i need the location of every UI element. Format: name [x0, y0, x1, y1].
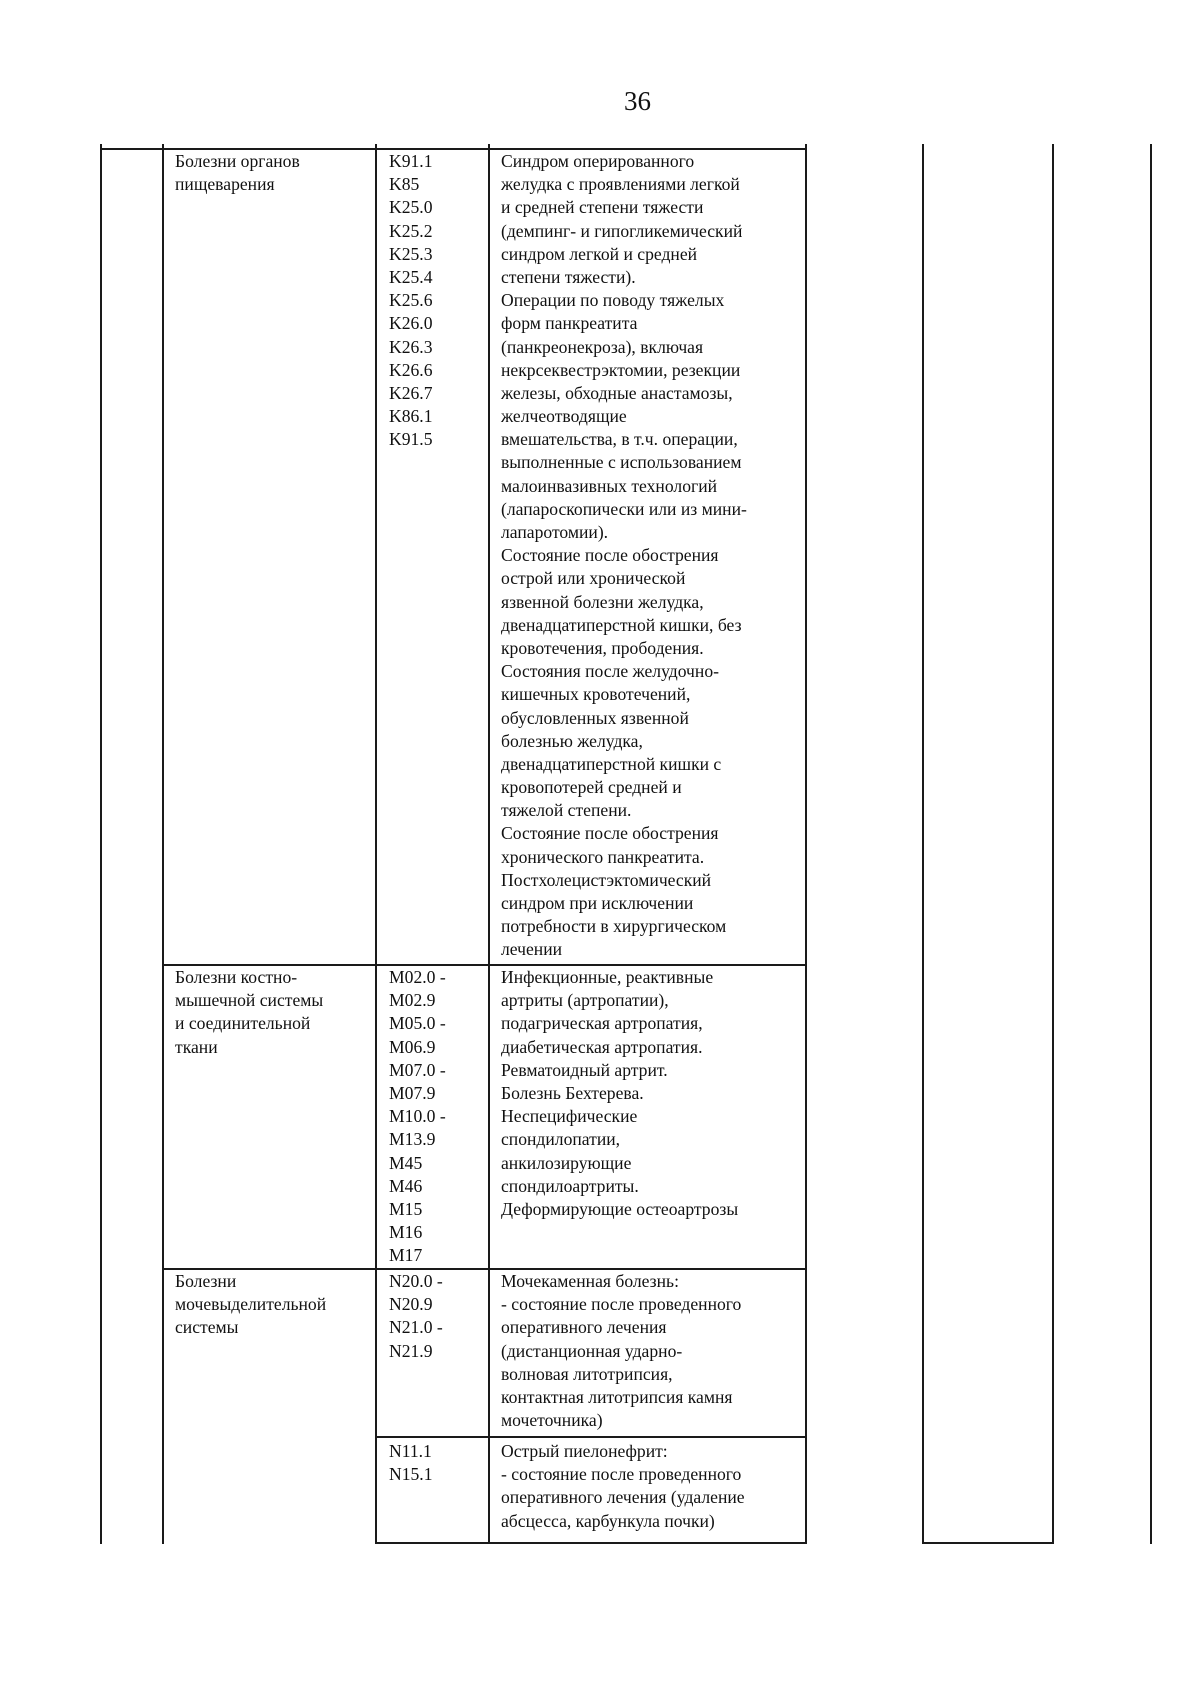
description-line: (панкреонекроза), включая [501, 336, 704, 357]
description-line: диабетическая артропатия. [501, 1036, 703, 1057]
description-line: (лапароскопически или из мини- [501, 498, 747, 519]
codes-line: K25.3 [389, 243, 433, 264]
description-line: хронического панкреатита. [501, 846, 705, 867]
description-line: некрсеквестрэктомии, резекции [501, 359, 741, 380]
group-cell [175, 966, 323, 1059]
codes-cell [389, 1270, 443, 1363]
description-line: волновая литотрипсия, [501, 1363, 673, 1384]
group-cell [175, 150, 300, 196]
grid-line [922, 144, 924, 1544]
description-line: Синдром оперированного [501, 151, 695, 171]
codes-line: N21.0 - [389, 1317, 443, 1338]
description-line: Состояния после желудочно- [501, 661, 719, 682]
grid-line [375, 1436, 807, 1438]
description-line: Состояние после обострения [501, 823, 719, 844]
description-line: Неспецифические [501, 1106, 638, 1127]
description-line: спондилоартриты. [501, 1175, 639, 1196]
group-line: мочевыделительной [175, 1294, 327, 1315]
grid-line [1052, 144, 1054, 1544]
codes-line: K26.0 [389, 313, 433, 334]
description-line: выполненные с использованием [501, 452, 742, 473]
codes-line: K26.7 [389, 382, 433, 403]
group-line: Болезни органов [175, 151, 300, 171]
grid-line [100, 144, 102, 1544]
codes-cell [389, 966, 446, 1267]
grid-line [488, 144, 490, 1544]
grid-line [805, 144, 807, 1544]
description-line: язвенной болезни желудка, [501, 591, 704, 612]
description-line: лечении [501, 939, 563, 960]
codes-line: N20.9 [389, 1294, 433, 1315]
codes-line: M45 [389, 1152, 423, 1173]
codes-line: M10.0 - [389, 1106, 446, 1127]
description-line: - состояние после проведенного [501, 1464, 742, 1485]
codes-line: K91.5 [389, 429, 433, 450]
description-line: острой или хронической [501, 568, 686, 589]
description-line: обусловленных язвенной [501, 707, 689, 728]
group-cell [175, 1270, 326, 1340]
codes-line: M13.9 [389, 1129, 436, 1150]
group-line: ткани [175, 1036, 218, 1057]
description-line: синдром при исключении [501, 893, 694, 913]
description-line: двенадцатиперстной кишки, без [501, 614, 742, 635]
description-line: лапаротомии). [501, 522, 609, 542]
description-cell [501, 1270, 741, 1432]
description-line: тяжелой степени. [501, 800, 632, 821]
description-line: Острый пиелонефрит: [501, 1441, 668, 1461]
codes-line: K26.3 [389, 336, 433, 357]
codes-line: M02.9 [389, 990, 436, 1011]
description-line: степени тяжести). [501, 266, 636, 287]
codes-line: N20.0 - [389, 1271, 443, 1291]
description-line: потребности в хирургическом [501, 916, 727, 937]
description-line: желчеотводящие [501, 406, 627, 427]
codes-line: N11.1 [389, 1441, 432, 1461]
description-cell [501, 150, 747, 962]
codes-line: K25.6 [389, 290, 433, 311]
codes-line: M16 [389, 1222, 423, 1243]
description-line: болезнью желудка, [501, 730, 643, 751]
description-line: Постхолецистэктомический [501, 869, 712, 890]
description-line: вмешательства, в т.ч. операции, [501, 429, 738, 450]
description-line: абсцесса, карбункула почки) [501, 1510, 715, 1531]
description-cell [501, 1440, 745, 1533]
description-cell [501, 966, 738, 1221]
description-line: - состояние после проведенного [501, 1294, 742, 1315]
description-line: анкилозирующие [501, 1152, 632, 1173]
group-line: пищеварения [175, 174, 275, 195]
description-line: и средней степени тяжести [501, 197, 704, 218]
group-line: системы [175, 1317, 239, 1338]
description-line: кишечных кровотечений, [501, 684, 691, 705]
codes-line: M05.0 - [389, 1013, 446, 1034]
codes-line: M06.9 [389, 1036, 436, 1057]
description-line: двенадцатиперстной кишки с [501, 753, 722, 774]
codes-line: M17 [389, 1245, 423, 1266]
grid-line [375, 144, 377, 1544]
codes-line: K25.0 [389, 197, 433, 218]
codes-line: N15.1 [389, 1464, 433, 1485]
codes-line: K25.2 [389, 220, 433, 241]
grid-line [922, 1542, 1052, 1544]
description-line: (дистанционная ударно- [501, 1340, 683, 1361]
description-line: форм панкреатита [501, 313, 638, 334]
grid-line [1150, 144, 1152, 1544]
description-line: (демпинг- и гипогликемический [501, 220, 743, 241]
description-line: Болезнь Бехтерева. [501, 1082, 644, 1103]
description-line: кровотечения, прободения. [501, 637, 704, 658]
group-line: и соединительной [175, 1013, 311, 1034]
codes-cell [389, 150, 433, 451]
codes-line: K85 [389, 174, 420, 195]
grid-line [375, 1542, 807, 1544]
group-line: мышечной системы [175, 990, 324, 1011]
description-line: малоинвазивных технологий [501, 475, 718, 496]
description-line: железы, обходные анастамозы, [501, 382, 733, 403]
description-line: синдром легкой и средней [501, 243, 698, 264]
codes-line: K25.4 [389, 266, 433, 287]
description-line: Деформирующие остеоартрозы [501, 1198, 739, 1219]
codes-line: M15 [389, 1198, 423, 1219]
description-line: Операции по поводу тяжелых [501, 290, 725, 311]
description-line: оперативного лечения [501, 1317, 667, 1338]
codes-line: K86.1 [389, 406, 433, 427]
codes-line: M07.9 [389, 1082, 436, 1103]
codes-line: K26.6 [389, 359, 433, 380]
description-line: контактная литотрипсия камня [501, 1386, 733, 1407]
codes-cell [389, 1440, 433, 1486]
codes-line: N21.9 [389, 1340, 433, 1361]
codes-line: K91.1 [389, 151, 433, 171]
group-line: Болезни костно- [175, 967, 298, 987]
grid-line [162, 144, 164, 1544]
description-line: Мочекаменная болезнь: [501, 1271, 679, 1291]
description-line: Ревматоидный артрит. [501, 1059, 668, 1080]
codes-line: M46 [389, 1175, 423, 1196]
description-line: Инфекционные, реактивные [501, 967, 714, 987]
page-number: 36 [624, 86, 651, 116]
description-line: спондилопатии, [501, 1129, 621, 1150]
description-line: мочеточника) [501, 1410, 603, 1431]
description-line: оперативного лечения (удаление [501, 1487, 745, 1508]
codes-line: M02.0 - [389, 967, 446, 987]
description-line: кровопотерей средней и [501, 777, 682, 798]
description-line: желудка с проявлениями легкой [501, 174, 740, 195]
description-line: артриты (артропатии), [501, 990, 669, 1011]
description-line: подагрическая артропатия, [501, 1013, 703, 1034]
codes-line: M07.0 - [389, 1059, 446, 1080]
description-line: Состояние после обострения [501, 545, 719, 566]
group-line: Болезни [175, 1271, 237, 1291]
